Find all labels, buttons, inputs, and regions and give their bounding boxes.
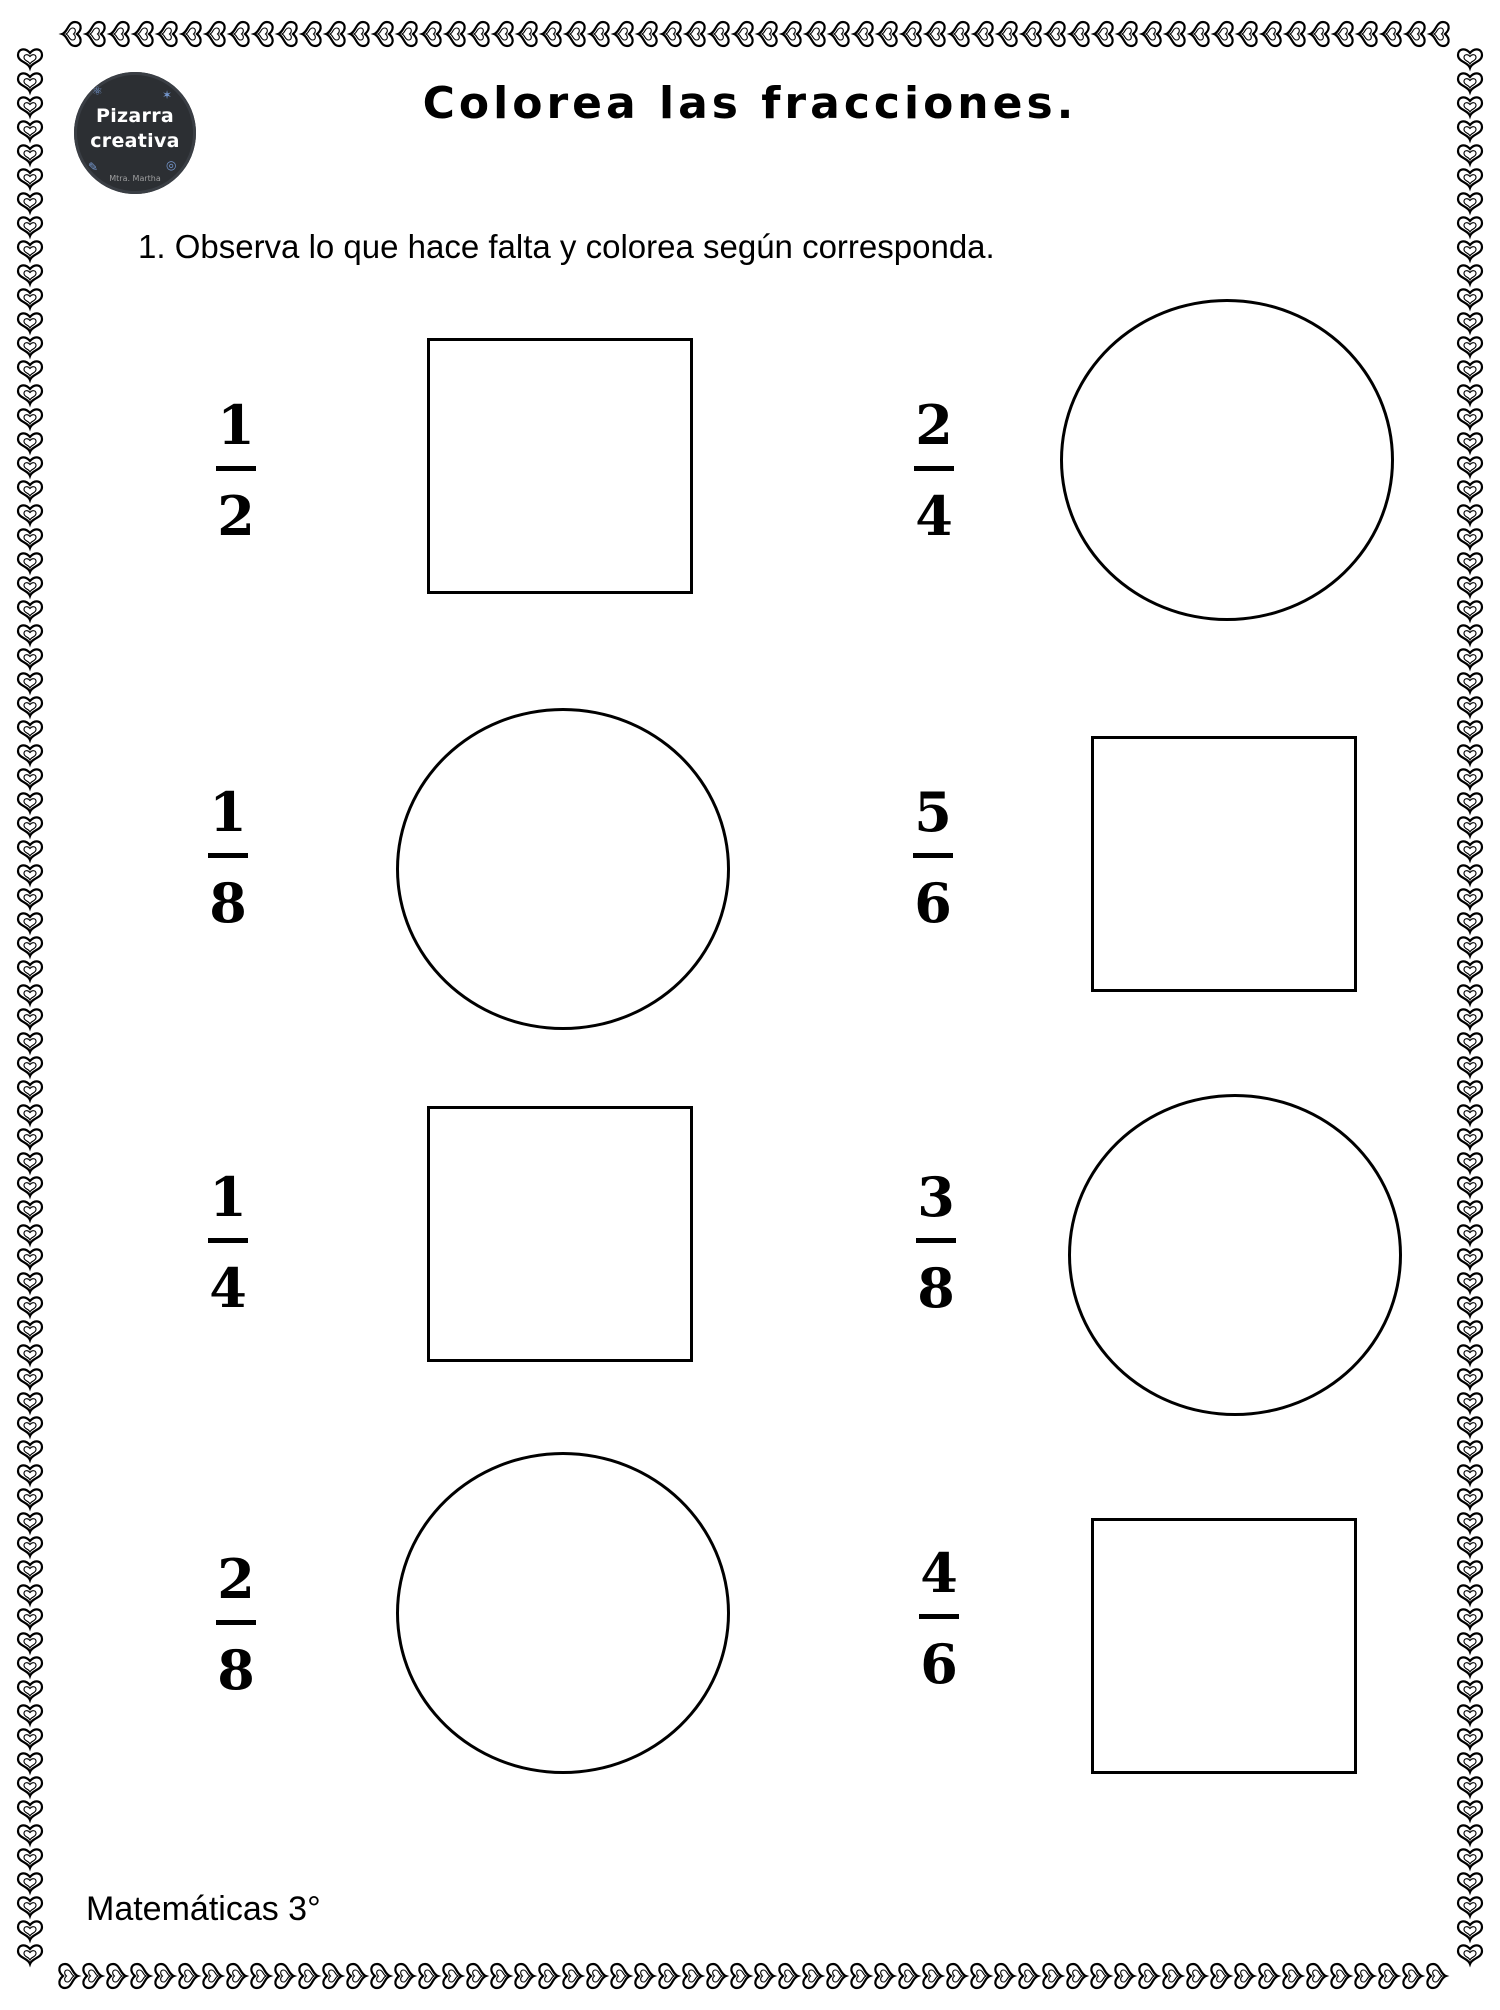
globe-icon: ◎ (166, 158, 177, 172)
fraction-bar (914, 466, 954, 471)
fraction-denominator: 2 (217, 484, 255, 548)
circle-to-color[interactable] (396, 708, 730, 1030)
fraction-denominator: 8 (209, 871, 247, 935)
atom-icon: ⚛ (92, 84, 103, 98)
fraction-label (899, 1541, 979, 1696)
fraction-numerator: 1 (209, 780, 247, 844)
circle-to-color[interactable] (396, 1452, 730, 1774)
fraction-bar (216, 1620, 256, 1625)
circle-to-color[interactable] (1068, 1094, 1402, 1416)
fraction-numerator: 2 (217, 1547, 255, 1611)
fraction-label (893, 780, 973, 935)
logo-credit: Mtra. Martha (109, 174, 161, 183)
fraction-denominator: 8 (217, 1638, 255, 1702)
fraction-label (196, 1547, 276, 1702)
circle-to-color[interactable] (1060, 299, 1394, 621)
fraction-numerator: 1 (217, 393, 255, 457)
fraction-numerator: 5 (914, 780, 952, 844)
fraction-denominator: 4 (915, 484, 953, 548)
fraction-denominator: 6 (920, 1632, 958, 1696)
footer-subject-label: Matemáticas 3° (86, 1890, 321, 1928)
fraction-denominator: 4 (209, 1256, 247, 1320)
fraction-bar (919, 1614, 959, 1619)
square-to-color[interactable] (427, 338, 693, 594)
fraction-label (188, 1165, 268, 1320)
logo-text-line1: Pizarra (96, 105, 174, 127)
page-title: Colorea las fracciones. (422, 78, 1078, 129)
square-to-color[interactable] (1091, 1518, 1357, 1774)
fraction-bar (913, 853, 953, 858)
fraction-bar (216, 466, 256, 471)
fraction-numerator: 1 (209, 1165, 247, 1229)
pizarra-creativa-logo (74, 72, 196, 194)
fraction-label (196, 393, 276, 548)
square-to-color[interactable] (1091, 736, 1357, 992)
fraction-label (188, 780, 268, 935)
logo-text-line2: creativa (90, 130, 180, 152)
fraction-label (894, 393, 974, 548)
fraction-bar (208, 853, 248, 858)
square-to-color[interactable] (427, 1106, 693, 1362)
fraction-numerator: 4 (920, 1541, 958, 1605)
fraction-bar (208, 1238, 248, 1243)
fraction-numerator: 2 (915, 393, 953, 457)
pencil-icon: ✎ (88, 160, 99, 174)
star-icon: ✶ (162, 88, 173, 102)
fraction-denominator: 8 (917, 1256, 955, 1320)
fraction-bar (916, 1238, 956, 1243)
fraction-label (896, 1165, 976, 1320)
fraction-numerator: 3 (917, 1165, 955, 1229)
fraction-denominator: 6 (914, 871, 952, 935)
instruction-text: 1. Observa lo que hace falta y colorea según corresponda. (138, 228, 995, 265)
